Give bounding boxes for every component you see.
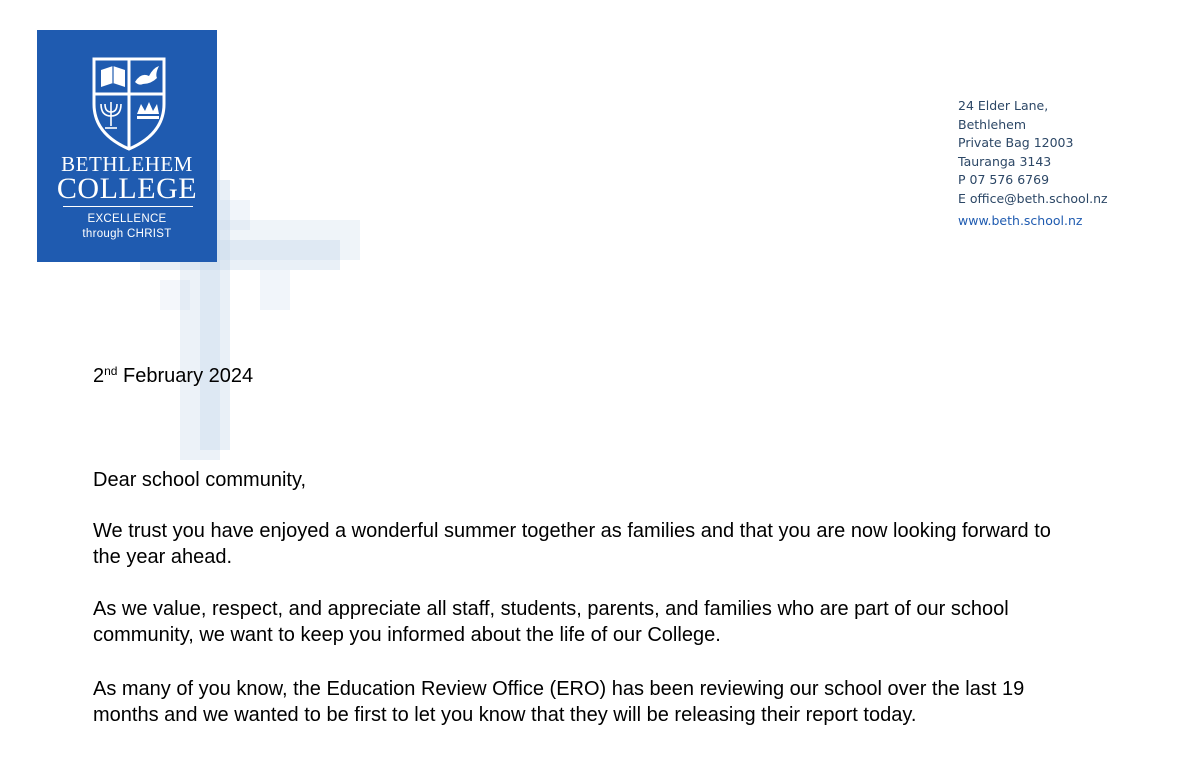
logo-name-line2: COLLEGE	[56, 172, 198, 205]
address-city: Tauranga 3143	[958, 153, 1052, 169]
address-po-box: Private Bag 12003	[958, 135, 1074, 150]
college-logo	[37, 30, 217, 262]
address-block	[958, 97, 1108, 231]
paragraph-3: As many of you know, the Education Review Office (ERO) has been reviewing our school over the last 19 months and we wanted to be first to let you know that they will be releasing their report today.	[93, 678, 1025, 726]
address-email[interactable]: E office@beth.school.nz	[958, 190, 1108, 206]
address-phone: P 07 576 6769	[958, 172, 1050, 187]
address-suburb: Bethlehem	[958, 116, 1027, 132]
paragraph-1: We trust you have enjoyed a wonderful summer together as families and that you are now looking forward to the year ahead.	[93, 520, 1051, 568]
shield-crest-icon	[89, 54, 169, 152]
logo-tagline-line1: EXCELLENCE	[87, 213, 167, 225]
logo-tagline-line2: through CHRIST	[82, 228, 172, 240]
logo-name-line1: BETHLEHEM	[61, 152, 193, 176]
salutation: Dear school community,	[93, 469, 307, 491]
date-day: 2	[93, 365, 105, 387]
letter-date	[93, 364, 253, 388]
address-website[interactable]: www.beth.school.nz	[958, 213, 1083, 228]
logo-divider	[63, 206, 193, 207]
date-suffix: nd	[104, 364, 118, 378]
address-street: 24 Elder Lane,	[958, 98, 1049, 113]
date-month-year: February 2024	[117, 365, 254, 387]
paragraph-2: As we value, respect, and appreciate all staff, students, parents, and families who are part of our school community, we want to keep you informed about the life of our College.	[93, 598, 1009, 646]
